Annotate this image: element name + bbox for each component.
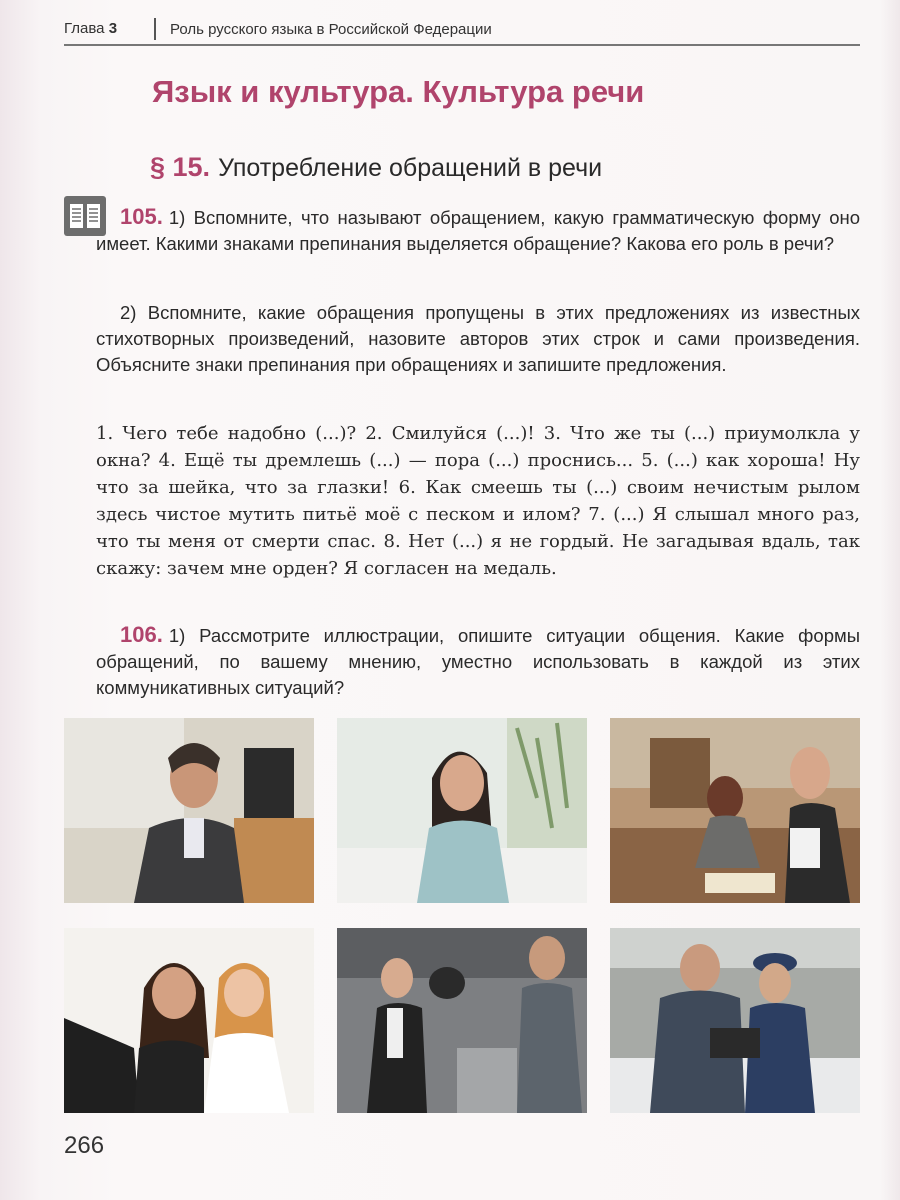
exercise-105-part2: 2) Вспомните, какие обращения пропущены в этих предложениях из известных стихотворных произведений, назовите авторов этих строк и сами произведения. Объясните знаки препинания при обращениях и запишите предложения. bbox=[96, 302, 860, 375]
chapter-word: Глава bbox=[64, 20, 105, 37]
photo-girls-with-laptop bbox=[64, 928, 314, 1113]
running-header bbox=[64, 18, 860, 46]
photo-museum-visitors bbox=[337, 928, 587, 1113]
exercise-106-text: 1) Рассмотрите иллюстрации, опишите ситуации общения. Какие формы обращений, по вашему мнению, уместно использовать в каждой из этих коммуникативных ситуаций? bbox=[96, 625, 860, 698]
chapter-title: Роль русского языка в Российской Федерации bbox=[170, 21, 492, 38]
exercise-106-number: 106. bbox=[120, 622, 163, 647]
photo-library-students bbox=[610, 718, 860, 903]
exercise-105-part1 bbox=[96, 204, 860, 257]
chapter-label bbox=[64, 20, 117, 37]
photo-woman-on-phone bbox=[337, 718, 587, 903]
paragraph-number: § 15. bbox=[150, 152, 211, 182]
header-separator bbox=[154, 18, 156, 40]
photo-police-officer-and-driver bbox=[610, 928, 860, 1113]
exercise-106 bbox=[96, 622, 860, 701]
exercise-105-sentences: 1. Чего тебе надобно (...)? 2. Смилуйся (...)! 3. Что же ты (...) приумолкла у окна? 4. Ещё ты дремлешь (...) — пора (...) проснись... 5. (...) как хороша! Ну что за шейка, что за глазки! 6. Как смеешь ты (...) своим нечистым рылом здесь чистое мутить питьё моё с песком и илом? 7. (...) Я слышал много раз, что ты меня от смерти спас. 8. Нет (...) я не гордый. Не загадывая вдаль, так скажу: зачем мне орден? Я согласен на медаль. bbox=[96, 423, 860, 579]
paragraph-title bbox=[150, 152, 602, 183]
exercise-105-number: 105. bbox=[120, 204, 163, 229]
paragraph-heading: Употребление обращений в речи bbox=[218, 154, 603, 182]
page-number: 266 bbox=[64, 1132, 105, 1159]
photo-speaker-at-podium bbox=[64, 718, 314, 903]
header-rule bbox=[64, 44, 860, 46]
chapter-number: 3 bbox=[108, 20, 118, 37]
section-title: Язык и культура. Культура речи bbox=[152, 74, 645, 109]
exercise-105-part1-text: 1) Вспомните, что называют обращением, какую грамматическую форму оно имеет. Какими знаками препинания выделяется обращение? Какова его роль в речи? bbox=[96, 207, 860, 254]
